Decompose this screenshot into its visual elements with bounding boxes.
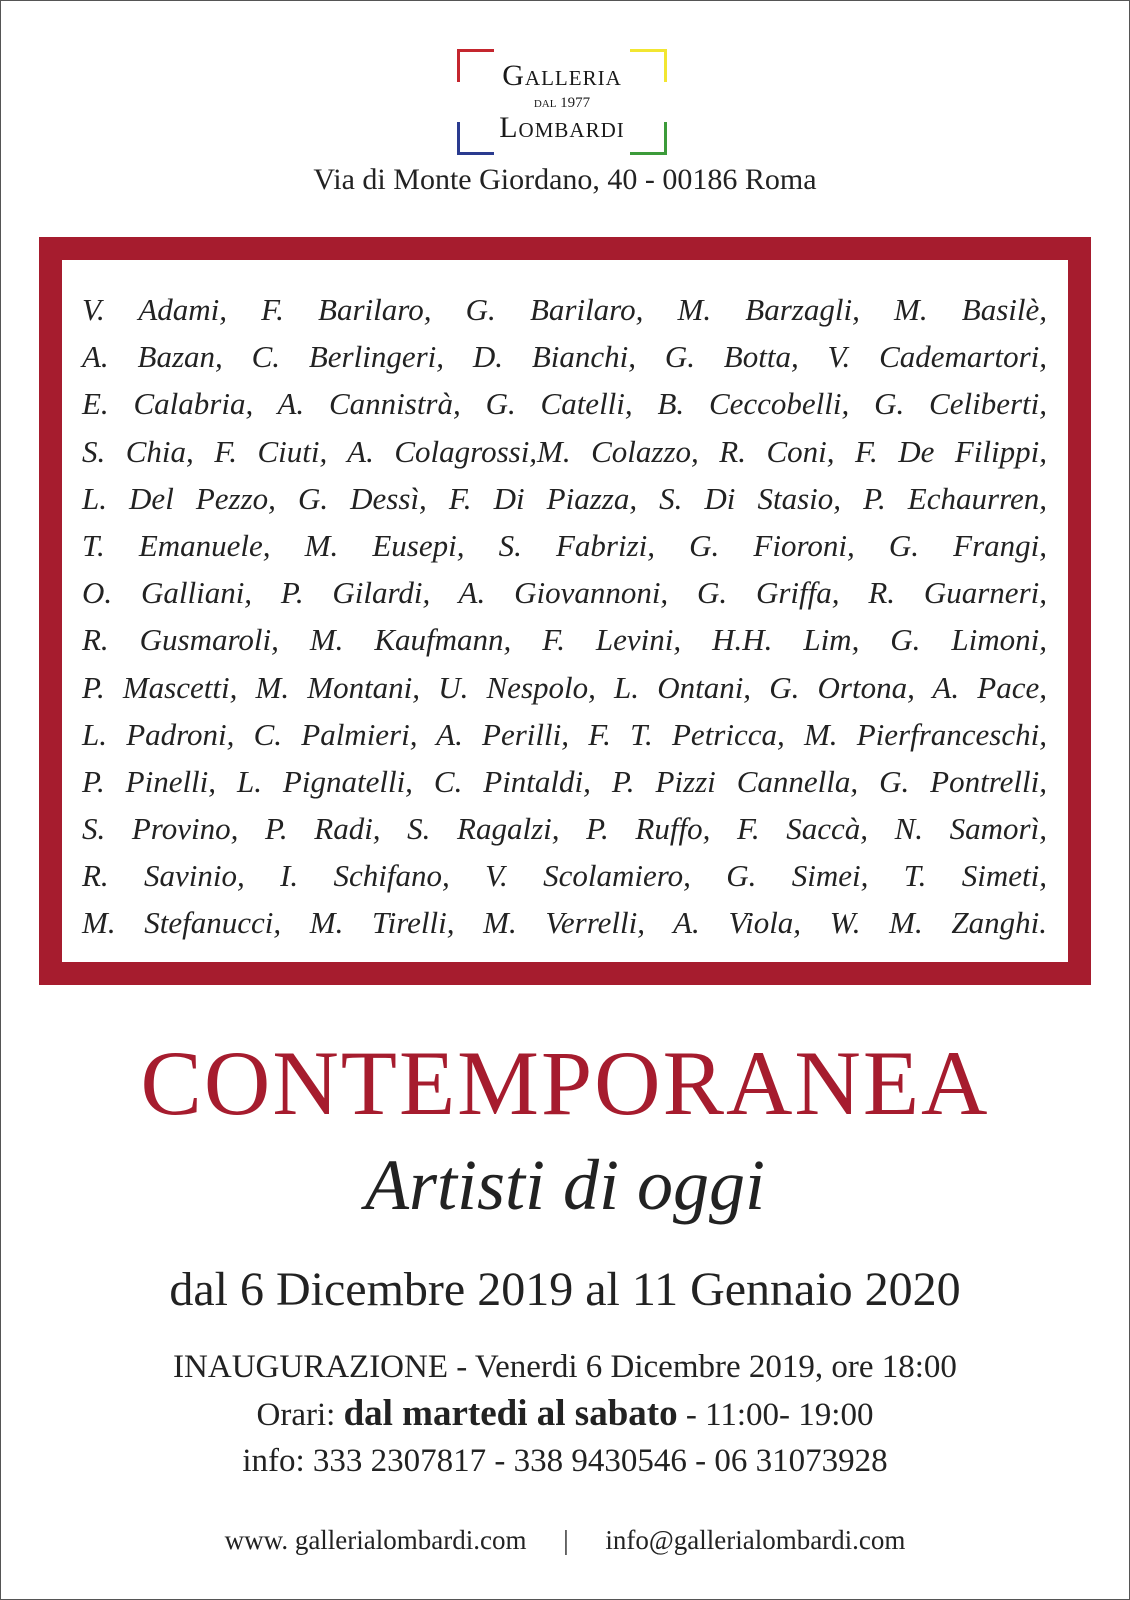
artists-line: P. Mascetti, M. Montani, U. Nespolo, L. Ontani, G. Ortona, A. Pace,: [82, 669, 1047, 705]
artists-line: E. Calabria, A. Cannistrà, G. Catelli, B. Ceccobelli, G. Celiberti,: [82, 386, 1047, 422]
gallery-logo: [457, 49, 667, 155]
artists-list: [82, 286, 1047, 947]
artists-line: S. Chia, F. Ciuti, A. Colagrossi,M. Colazzo, R. Coni, F. De Filippi,: [82, 433, 1047, 469]
artists-line: M. Stefanucci, M. Tirelli, M. Verrelli, A. Viola, W. M. Zanghi.: [82, 905, 1047, 941]
artists-box: [39, 237, 1091, 985]
logo-word-galleria: Galleria: [502, 59, 622, 92]
inauguration-text: INAUGURAZIONE - Venerdi 6 Dicembre 2019, ore 18:00: [173, 1349, 957, 1385]
artists-line: O. Galliani, P. Gilardi, A. Giovannoni, G. Griffa, R. Guarneri,: [82, 575, 1047, 611]
website-link[interactable]: www. gallerialombardi.com: [224, 1525, 527, 1555]
exhibition-subtitle: Artisti di oggi: [364, 1145, 766, 1225]
artists-line: L. Padroni, C. Palmieri, A. Perilli, F. T. Petricca, M. Pierfranceschi,: [82, 716, 1047, 752]
exhibition-title: CONTEMPORANEA: [140, 1032, 990, 1134]
logo-word-lombardi: Lombardi: [499, 111, 625, 144]
artists-line: R. Savinio, I. Schifano, V. Scolamiero, G. Simei, T. Simeti,: [82, 858, 1047, 894]
footer-contacts: [1, 1525, 1129, 1556]
gallery-address: Via di Monte Giordano, 40 - 00186 Roma: [313, 163, 817, 196]
artists-line: P. Pinelli, L. Pignatelli, C. Pintaldi, P. Pizzi Cannella, G. Pontrelli,: [82, 763, 1047, 799]
opening-hours: [1, 1394, 1129, 1435]
hours-days: dal martedi al sabato: [343, 1393, 678, 1434]
artists-line: L. Del Pezzo, G. Dessì, F. Di Piazza, S. Di Stasio, P. Echaurren,: [82, 480, 1047, 516]
email-link[interactable]: info@gallerialombardi.com: [605, 1525, 906, 1555]
phone-numbers: info: 333 2307817 - 338 9430546 - 06 31073928: [242, 1443, 888, 1479]
artists-line: T. Emanuele, M. Eusepi, S. Fabrizi, G. Fioroni, G. Frangi,: [82, 527, 1047, 563]
artists-line: S. Provino, P. Radi, S. Ragalzi, P. Ruffo, F. Saccà, N. Samorì,: [82, 811, 1047, 847]
artists-line: R. Gusmaroli, M. Kaufmann, F. Levini, H.H. Lim, G. Limoni,: [82, 622, 1047, 658]
artists-line: A. Bazan, C. Berlingeri, D. Bianchi, G. Botta, V. Cademartori,: [82, 339, 1047, 375]
artists-line: V. Adami, F. Barilaro, G. Barilaro, M. Barzagli, M. Basilè,: [82, 292, 1047, 327]
hours-time: - 11:00- 19:00: [685, 1397, 874, 1433]
footer-separator: |: [563, 1525, 569, 1555]
logo-word-since: dal 1977: [533, 95, 591, 111]
exhibition-dates: dal 6 Dicembre 2019 al 11 Gennaio 2020: [169, 1263, 961, 1316]
hours-label: Orari:: [256, 1397, 336, 1433]
